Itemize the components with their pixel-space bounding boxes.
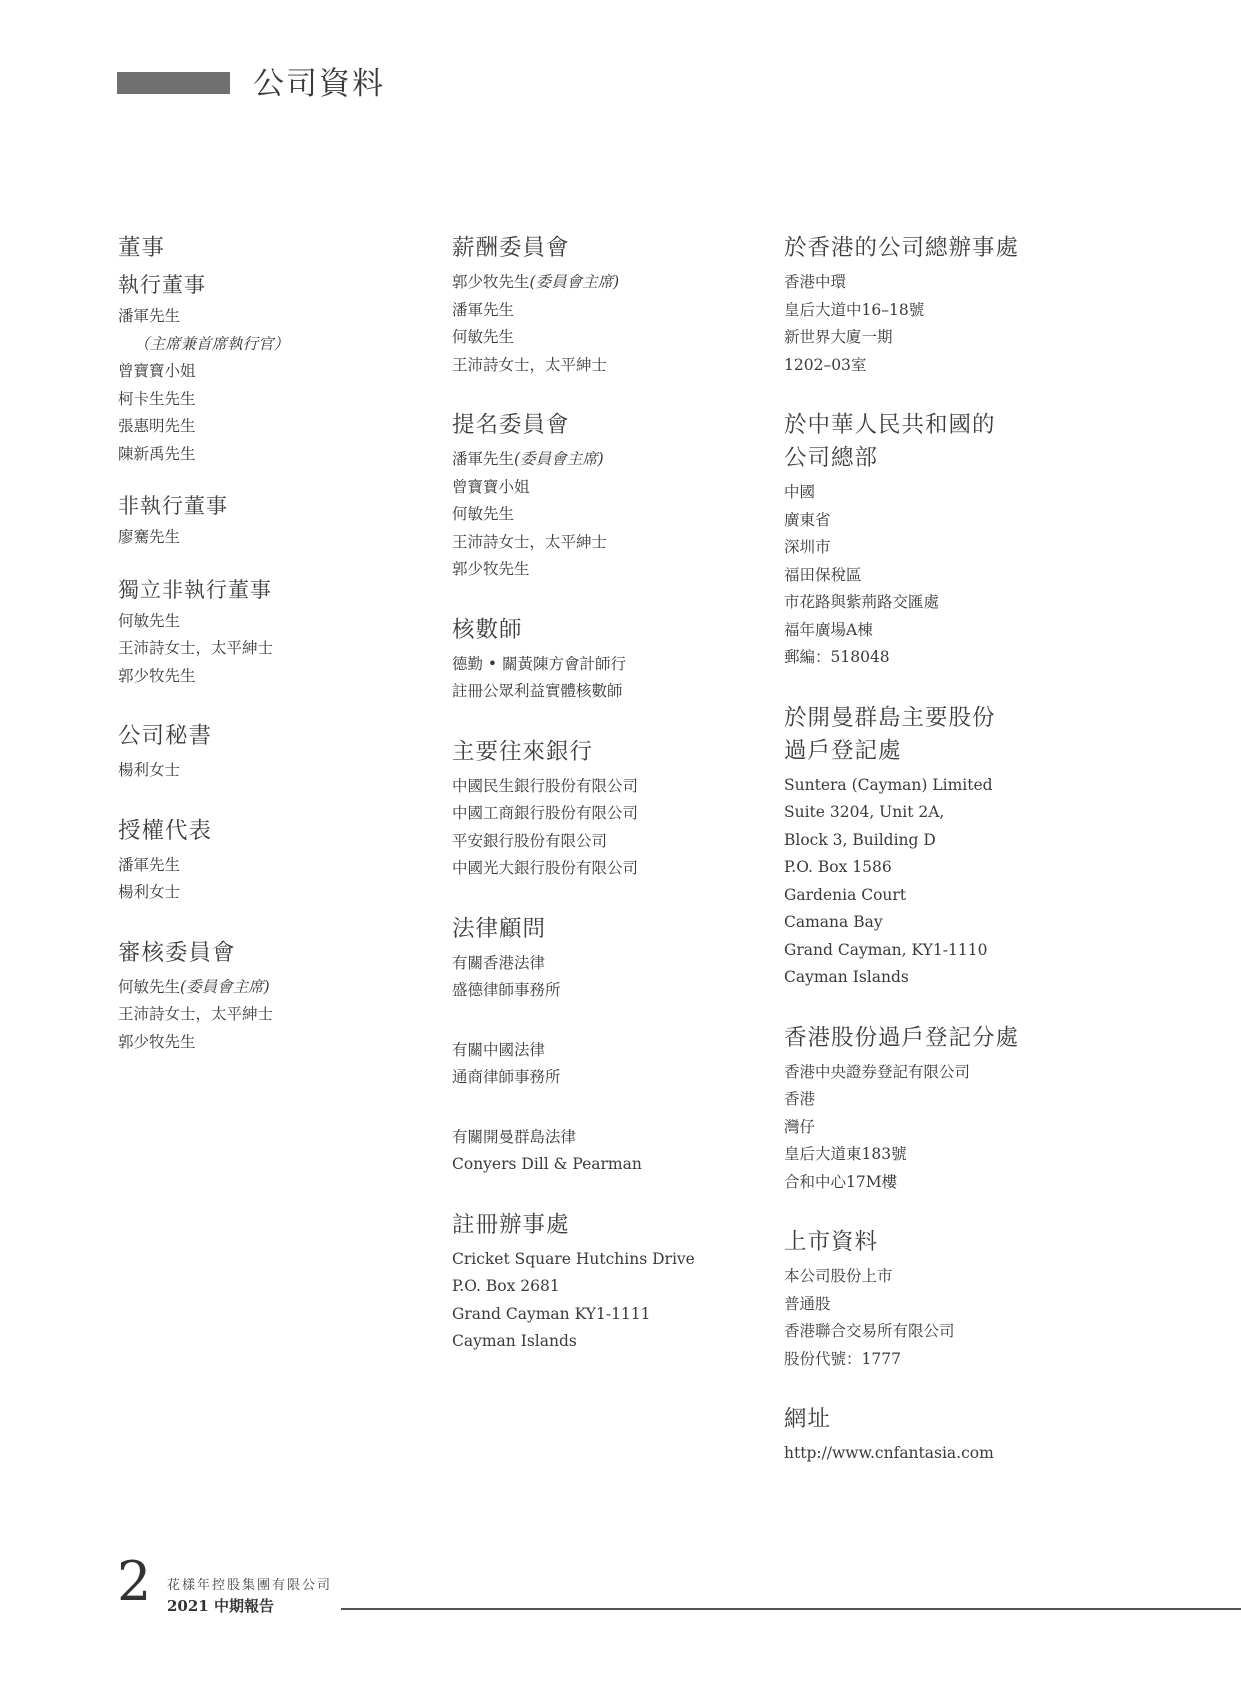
text-line: 王沛詩女士，太平紳士: [118, 639, 274, 657]
section-heading: [784, 409, 1104, 442]
section-heading: 註冊辦事處: [452, 1211, 570, 1238]
text-line: 中國光大銀行股份有限公司: [452, 859, 639, 877]
section-heading: 法律顧問: [452, 915, 547, 942]
text-line: 中國工商銀行股份有限公司: [452, 804, 639, 822]
text-line: Suntera (Cayman) Limited: [784, 775, 993, 794]
text-line: 曾寶寶小姐: [452, 477, 530, 496]
section-directors: [118, 232, 408, 690]
section-listing-information: [784, 1226, 1104, 1373]
text-line: 本公司股份上市: [784, 1267, 893, 1285]
text-line: 陳新禹先生: [118, 444, 196, 463]
text-line: 福田保稅區: [784, 565, 862, 584]
text-line: [452, 446, 742, 474]
text-line: [452, 269, 742, 297]
chair-note: (委員會主席): [180, 977, 270, 996]
section-principal-bankers: [452, 736, 742, 883]
text-line: 曾寶寶小姐: [118, 362, 196, 380]
spacer: [452, 1005, 742, 1037]
text-line: 郭少牧先生: [118, 1032, 196, 1051]
text-line: 中國: [784, 483, 816, 501]
website-link[interactable]: http://www.cnfantasia.com: [784, 1444, 994, 1462]
text-line: 盛德律師事務所: [452, 981, 561, 999]
section-registered-office: [452, 1209, 742, 1356]
section-heading: [784, 735, 1104, 768]
text-line: 中國民生銀行股份有限公司: [452, 776, 639, 795]
text-line: 王沛詩女士，太平紳士: [452, 532, 608, 551]
header-bar: [117, 72, 230, 94]
page-title: 公司資料: [253, 66, 385, 102]
text-line: 何敏先生: [452, 328, 515, 346]
subsection-non-executive-directors: [118, 490, 408, 552]
section-heading: 審核委員會: [118, 939, 236, 966]
spacer: [452, 1092, 742, 1124]
section-nomination-committee: [452, 409, 742, 584]
text-line: 何敏先生: [452, 505, 515, 523]
text-line: Cayman Islands: [784, 968, 909, 986]
text-line: 張惠明先生: [118, 417, 196, 435]
text-line: Suite 3204, Unit 2A,: [784, 803, 945, 821]
text-line: 普通股: [784, 1294, 831, 1313]
section-auditor: [452, 614, 742, 706]
section-prc-headquarters: [784, 409, 1104, 672]
page-number: 2: [117, 1550, 152, 1613]
section-heading: 網址: [784, 1406, 832, 1432]
section-company-secretary: [118, 720, 408, 785]
text-line: 通商律師事務所: [452, 1068, 561, 1086]
text-line: 新世界大廈一期: [784, 328, 893, 346]
text-line: 有關開曼群島法律: [452, 1127, 577, 1146]
text-line: 平安銀行股份有限公司: [452, 831, 608, 850]
column-1: [118, 232, 408, 1086]
text-line: 灣仔: [784, 1117, 816, 1136]
subsection-heading: 非執行董事: [118, 494, 228, 518]
heading-line: 於開曼群島主要股份: [784, 704, 996, 731]
section-hk-head-office: [784, 232, 1104, 379]
text-line: 德勤 • 關黃陳方會計師行: [452, 654, 626, 673]
section-remuneration-committee: [452, 232, 742, 379]
text-line: 有關中國法律: [452, 1040, 546, 1059]
section-hk-share-registrar: [784, 1022, 1104, 1197]
chair-note: (委員會主席): [529, 273, 620, 291]
text-line: Grand Cayman KY1-1111: [452, 1304, 651, 1323]
section-heading: 薪酬委員會: [452, 235, 570, 261]
text-line: 潘軍先生: [118, 307, 181, 325]
section-heading: 授權代表: [118, 817, 213, 844]
section-heading: 公司秘書: [118, 723, 213, 749]
text-line: 王沛詩女士，太平紳士: [452, 355, 608, 374]
text-line: 香港: [784, 1090, 816, 1108]
heading-line: 公司總部: [784, 445, 879, 471]
subsection-heading: 獨立非執行董事: [118, 577, 272, 602]
text-line: 香港中環: [784, 273, 847, 291]
section-audit-committee: [118, 937, 408, 1057]
text-line: 有關香港法律: [452, 953, 546, 972]
section-heading: 提名委員會: [452, 412, 570, 438]
text-line: Camana Bay: [784, 913, 883, 931]
text-line: Cayman Islands: [452, 1332, 577, 1350]
subsection-executive-directors: [118, 269, 408, 468]
subsection-heading: 執行董事: [118, 273, 206, 297]
text-line: Grand Cayman, KY1-1110: [784, 940, 988, 959]
footer-report-title: 2021 中期報告: [167, 1597, 274, 1615]
text-line: 深圳市: [784, 538, 831, 556]
column-3: [784, 232, 1104, 1498]
text-line: 郵編：518048: [784, 648, 890, 666]
footer-rule: [341, 1608, 1241, 1610]
text-line: 王沛詩女士，太平紳士: [118, 1005, 274, 1023]
section-heading: 董事: [118, 235, 166, 261]
text-line: Gardenia Court: [784, 885, 907, 904]
text-line: （主席兼首席執行官）: [134, 334, 290, 353]
section-authorised-representatives: [118, 815, 408, 907]
text-line: [118, 974, 408, 1002]
footer-company-name: 花樣年控股集團有限公司: [167, 1578, 333, 1593]
section-heading: 於香港的公司總辦事處: [784, 235, 1020, 261]
text-line: 皇后大道中16–18號: [784, 300, 925, 319]
text-line: 皇后大道東183號: [784, 1145, 907, 1163]
section-cayman-share-registrar: [784, 702, 1104, 992]
text-line: 廖騫先生: [118, 528, 181, 546]
text-line: 柯卡生先生: [118, 389, 196, 408]
text-line: Block 3, Building D: [784, 830, 936, 849]
text-line: 楊利女士: [118, 883, 181, 901]
text-line: 廣東省: [784, 510, 831, 529]
text-line: 潘軍先生: [452, 300, 515, 319]
text-line: 註冊公眾利益實體核數師: [452, 682, 623, 700]
text-line: 股份代號：1777: [784, 1349, 901, 1368]
text-line: 楊利女士: [118, 761, 181, 779]
subsection-independent-directors: [118, 574, 408, 691]
text-line: 何敏先生: [118, 611, 181, 630]
member-name: 潘軍先生: [452, 450, 515, 468]
member-name: 何敏先生: [118, 977, 181, 996]
text-line: 郭少牧先生: [118, 666, 196, 685]
text-line: 1202–03室: [784, 355, 867, 374]
section-legal-advisers: [452, 913, 742, 1179]
text-line: 香港中央證券登記有限公司: [784, 1062, 971, 1081]
text-line: P.O. Box 1586: [784, 858, 892, 876]
text-line: 郭少牧先生: [452, 560, 530, 578]
text-line: 市花路與紫荊路交匯處: [784, 593, 940, 611]
text-line: Conyers Dill & Pearman: [452, 1155, 642, 1173]
text-line: 香港聯合交易所有限公司: [784, 1322, 955, 1340]
text-line: P.O. Box 2681: [452, 1277, 560, 1295]
member-name: 郭少牧先生: [452, 273, 530, 291]
section-heading: 上市資料: [784, 1229, 879, 1255]
text-line: Cricket Square Hutchins Drive: [452, 1249, 695, 1268]
chair-note: (委員會主席): [514, 450, 604, 468]
text-line: 合和中心17M樓: [784, 1172, 898, 1191]
text-line: 福年廣場A棟: [784, 620, 873, 639]
column-2: [452, 232, 742, 1386]
section-heading: [784, 702, 1104, 735]
section-heading: 香港股份過戶登記分處: [784, 1024, 1020, 1051]
heading-line: 於中華人民共和國的: [784, 412, 996, 438]
section-website: [784, 1403, 1104, 1468]
section-heading: 核數師: [452, 616, 523, 643]
text-line: 潘軍先生: [118, 855, 181, 874]
section-heading: [784, 442, 1104, 475]
heading-line: 過戶登記處: [784, 737, 902, 764]
section-heading: 主要往來銀行: [452, 738, 594, 765]
